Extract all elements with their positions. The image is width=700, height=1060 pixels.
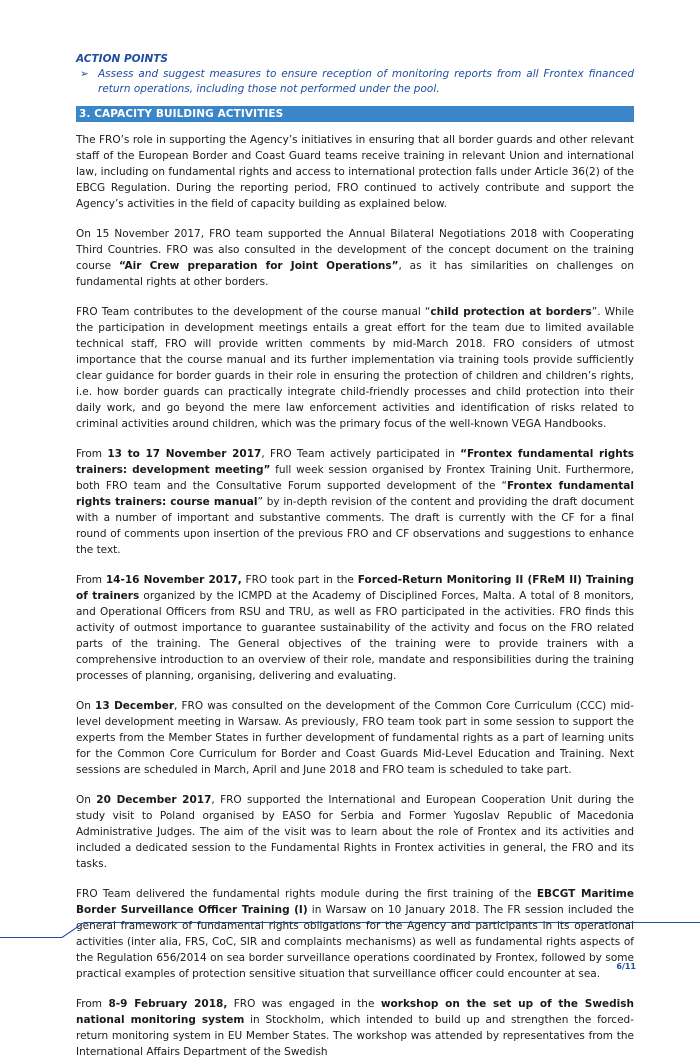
- paragraph: [76, 572, 634, 684]
- paragraph: [76, 226, 634, 290]
- bold-text: 14-16 November 2017,: [105, 574, 242, 586]
- bold-text: 8-9 February 2018,: [108, 998, 228, 1010]
- footer-rule: [0, 918, 700, 938]
- text-run: From: [76, 574, 106, 586]
- text-run: On: [76, 794, 97, 806]
- section-heading: 3. CAPACITY BUILDING ACTIVITIES: [76, 106, 634, 122]
- text-run: , as it has similarities on challenges on fundamental rights at other borders.: [76, 260, 635, 288]
- action-point-text: Assess and suggest measures to ensure reception of monitoring reports from all Frontex financed return operations, including those not performed under the pool.: [98, 68, 634, 95]
- text-run: FRO took part in the: [241, 574, 358, 586]
- bold-text: Forced-Return Monitoring II (FReM II) Training of trainers: [76, 574, 634, 602]
- bold-text: 13 to 17 November 2017: [107, 448, 262, 460]
- bold-text: workshop on the set up of the Swedish national monitoring system: [76, 998, 634, 1026]
- arrow-bullet-icon: ➢: [80, 68, 89, 80]
- text-run: , FRO was consulted on the development of the Common Core Curriculum (CCC) mid-level development meeting in Warsaw. As previously, FRO team took part in some session to support the experts from the Member States in further development of fundamental rights as a part of learning units for the Common Core Curriculum for Border and Coast Guards Mid-Level Education and Training. Next sessions are scheduled in March, April and June 2018 and FRO team is scheduled to take part.: [76, 700, 634, 776]
- action-points-title: ACTION POINTS: [76, 53, 168, 65]
- text-run: in Stockholm, which intended to build up and strengthen the forced-return monitoring system in EU Member States. The workshop was attended by representatives from the International Affairs Department of the Swedish: [76, 1014, 634, 1058]
- text-run: FRO was engaged in the: [227, 998, 381, 1010]
- bold-text: Frontex fundamental rights trainers: course manual: [76, 480, 634, 508]
- text-run: On 15 November 2017, FRO team supported the Annual Bilateral Negotiations 2018 with Cooperating Third Countries. FRO was also consulted in the development of the concept document on the training course: [76, 228, 634, 272]
- text-run: , FRO supported the International and European Cooperation Unit during the study visit to Poland organised by EASO for Serbia and Former Yugoslav Republic of Macedonia Administrative Judges. The aim of the visit was to learn about the role of Frontex and its activities and included a dedicated session to the Fundamental Rights in Frontex activities in general, the FRO and its tasks.: [76, 794, 634, 870]
- paragraph: [76, 132, 634, 212]
- text-run: From: [76, 448, 108, 460]
- text-run: FRO Team delivered the fundamental rights module during the first training of the: [76, 888, 537, 900]
- bold-text: 13 December: [95, 700, 175, 712]
- text-run: The FRO’s role in supporting the Agency’s initiatives in ensuring that all border guards and other relevant staff of the European Border and Coast Guard teams receive training in relevant Union and international law, including on fundamental rights and access to international protection falls under Article 36(2) of the EBCG Regulation. During the reporting period, FRO continued to actively contribute and support the Agency’s activities in the field of capacity building as explained below.: [76, 134, 634, 210]
- bold-text: EBCGT Maritime Border Surveillance Officer Training (I): [76, 888, 634, 916]
- text-run: , FRO Team actively participated in: [261, 448, 461, 460]
- paragraph: [76, 304, 634, 432]
- bold-text: 20 December 2017: [96, 794, 212, 806]
- text-run: full week session organised by Frontex Training Unit. Furthermore, both FRO team and the Consultative Forum supported development of the “: [76, 464, 634, 492]
- page-number: 6/11: [616, 962, 636, 971]
- action-point-item: [80, 67, 634, 97]
- paragraph: [76, 698, 634, 778]
- paragraph: [76, 792, 634, 872]
- text-run: organized by the ICMPD at the Academy of Disciplined Forces, Malta. A total of 8 monitors, and Operational Officers from RSU and TRU, as well as FRO participated in the activities. FRO finds this activity of outmost importance to guarantee sustainability of the activity and focus on the FRO related parts of the training. The General objectives of the training were to provide trainers with a comprehensive introduction to an overview of their role, mandate and responsibilities during the training processes of planning, organising, delivering and evaluating.: [76, 590, 634, 682]
- paragraph: [76, 446, 634, 558]
- bold-text: child protection at borders: [430, 306, 592, 318]
- text-run: On: [76, 700, 96, 712]
- action-points: [76, 52, 634, 97]
- paragraph: [76, 996, 634, 1060]
- page-content: [76, 52, 634, 1060]
- bold-text: “Frontex fundamental rights trainers: development meeting”: [76, 448, 634, 476]
- text-run: FRO Team contributes to the development of the course manual “: [76, 306, 431, 318]
- text-run: ”. While the participation in development meetings entails a great effort for the team due to limited available technical staff, FRO will provide written comments by mid-March 2018. FRO considers of utmost importance that the course manual and its further implementation via training tools provide sufficiently clear guidance for border guards in their role in ensuring the protection of children and children’s rights, i.e. how border guards can practically integrate child-friendly processes and child protection into their daily work, and go beyond the mere law enforcement activities and identification of risks related to criminal activities around children, which was the primary focus of the well-known VEGA Handbooks.: [76, 306, 634, 430]
- text-run: in Warsaw on 10 January 2018. The FR session included the general framework of fundamental rights obligations for the Agency and participants in its operational activities (inter alia, FRS, CoC, SIR and complaints mechanisms) as well as fundamental rights aspects of the Regulation 656/2014 on sea border surveillance operations coordinated by Frontex, followed by some practical examples of protection sensitive situation that surveillance officer could encounter at sea.: [76, 904, 634, 980]
- bold-text: “Air Crew preparation for Joint Operations”: [118, 260, 399, 272]
- text-run: ” by in-depth revision of the content and providing the draft document with a number of important and substantive comments. The draft is currently with the CF for a final round of comments upon insertion of the previous FRO and CF observations and suggestions to enhance the text.: [76, 496, 634, 556]
- text-run: From: [76, 998, 109, 1010]
